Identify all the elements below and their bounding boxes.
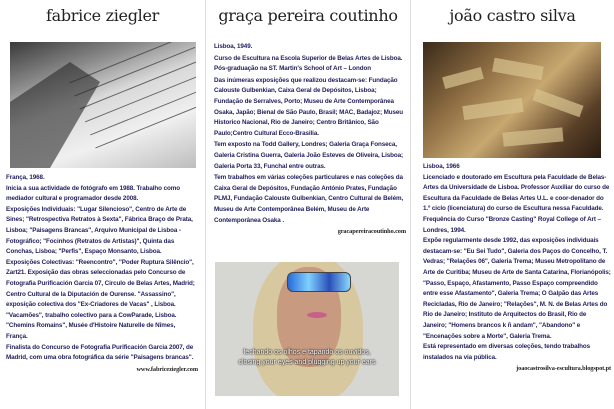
artist-bio xyxy=(423,162,611,375)
artist-photo-handwriting xyxy=(10,42,196,168)
video-player[interactable] xyxy=(215,262,399,396)
lips xyxy=(307,312,327,318)
video-subtitle: fechando os olhos e tapando os ouvidos, xyxy=(243,349,371,356)
bio-paragraph: Expõe regularmente desde 1992, das exposições individuais destacam-se: "Eu Sei Tudo", Galeria dos Paços do Concelho, T. Vedras; "Relações 06", Galeria Trema; Museu Metropolitano de Arte de Curitiba; Museu de Arte de Santa Catarina, Florianópolis; "Passo, Espaço, Afastamento, Passo Espaço compreendido entre esse Afastamento", Galeria Trema; O Galpão das Artes Recicladas, Rio de Janeiro; "Relações", M. N. de Belas Artes do Rio de Janeiro; Instituto de Arquitectos do Brasil, Rio de Janeiro; "Homens brancos k ñ andam", "Abandono" e "Encenações sobre a Morte", Galeria Trema. xyxy=(423,237,611,340)
bio-paragraph: Das inúmeras exposições que realizou destacam-se: Fundação Calouste Gulbenkian, Caixa Geral de Depósitos, Lisboa; Fundação de Serralves, Porto; Museu de Arte Contemporânea Osaka, Japão; Bienal de São Paulo, Brasil; MAC, Badajoz; Museu Historico Nacional, Rio de Janeiro; Centro Britânico, São Paulo;Centro Cultural Ecco-Brasilia. xyxy=(214,76,404,137)
bio-paragraph: Licenciado e doutorado em Escultura pela Faculdade de Belas-Artes da Universidade de Lisboa. Professor Auxiliar do curso de Escultura da Faculdade de Belas Artes U.L. e coor-denador do 1.º ciclo (licenciatura) do curso de Escultura nessa Faculdade. Frequência do Curso "Bronze Casting" Royal College of Art – Londres, 1994. xyxy=(423,173,610,234)
artist-name: graça pereira coutinho xyxy=(218,6,398,25)
artist-column-joao-castro-silva xyxy=(410,0,614,409)
books-graphic xyxy=(423,42,601,158)
bio-paragraph: Lisboa, 1966 xyxy=(423,163,460,170)
video-subtitle: closing your eyes and plugging up your ears xyxy=(238,359,376,366)
bio-paragraph: Lisboa, 1949. xyxy=(214,43,253,50)
artist-column-graca-pereira-coutinho xyxy=(205,0,410,409)
bio-paragraph: Exposições Individuais: "Lugar Silencioso", Centro de Arte de Sines; "Retrospectiva Retratos à Sexta", Fábrica Braço de Prata, Lisboa; "Paisagens Brancas", Arquivo Municipal de Lisboa - Fotográfico; "Focinhos (Retratos de Artistas)", Quinta das Conchas, Lisboa; "Perfis", Espaço Monsanto, Lisboa. xyxy=(6,205,193,256)
artist-bio xyxy=(6,173,198,375)
website-link[interactable]: www.fabriceziegler.com xyxy=(136,365,198,373)
bio-paragraph: França, 1968. xyxy=(6,174,45,181)
form-lines-graphic xyxy=(10,42,196,168)
bio-paragraph: Tem trabalhos em várias coleções particulares e nas coleções da Caixa Geral de Depósitos, Fundação António Prates, Fundação PLMJ, Fundação Calouste Gulbenkian, Centro Cultural de Belém, Museu de Arte Contemporânea Belém, Museu de Arte Contemporânea Osaka . xyxy=(214,174,404,224)
bio-paragraph: Exposições Colectivas: "Reencontro", "Poder Ruptura Silêncio", Zart21. Exposição das obras seleccionadas pelo Concurso de Fotografia Purificación Garcia 07, Circulo de Belas Artes, Madrid; Centro Cultural de la Diputación de Ourense. "Assassino", exposição colectiva dos "Ex-Criadores de Vacas" , Lisboa. "Vacamões", trabalho colectivo para a CowParade, Lisboa. "Chemins Romains", Musée d'Histoire Naturelle de Nîmes, França. xyxy=(6,258,195,340)
artist-column-fabrice-ziegler xyxy=(0,0,205,409)
bio-paragraph: Inicia a sua actividade de fotógrafo em 1988. Trabalho como mediador cultural e programador desde 2008. xyxy=(6,184,180,203)
website-link[interactable]: joaocastrosilva-escultura.blogspot.pt xyxy=(516,365,611,373)
artist-bio xyxy=(214,42,406,238)
bio-paragraph: Curso de Escultura na Escola Superior de Belas Artes de Lisboa. Pós-graduação na ST. Martin's School of Art – London xyxy=(214,54,403,73)
artist-photo-books xyxy=(423,42,601,158)
bio-paragraph: Finalista do Concurso de Fotografia Purificación Garcia 2007, de Madrid, com uma obra fotográfica da série "Paisagens brancas". xyxy=(6,343,194,362)
website-link[interactable]: gracapereiracoutinho.com xyxy=(337,228,406,236)
artist-name: joão castro silva xyxy=(449,6,576,25)
sunglasses xyxy=(287,272,351,292)
bio-paragraph: Está representado em diversas coleções, tendo trabalhos instalados na via pública. xyxy=(423,343,591,361)
bio-paragraph: Tem exposto na Todd Gallery, Londres; Galeria Graça Fonseca, Galeria Cristina Guerra, Galeria João Esteves de Oliveira, Lisboa; Galeria Porta 33, Funchal entre outras. xyxy=(214,141,404,170)
artist-name: fabrice ziegler xyxy=(46,6,159,25)
